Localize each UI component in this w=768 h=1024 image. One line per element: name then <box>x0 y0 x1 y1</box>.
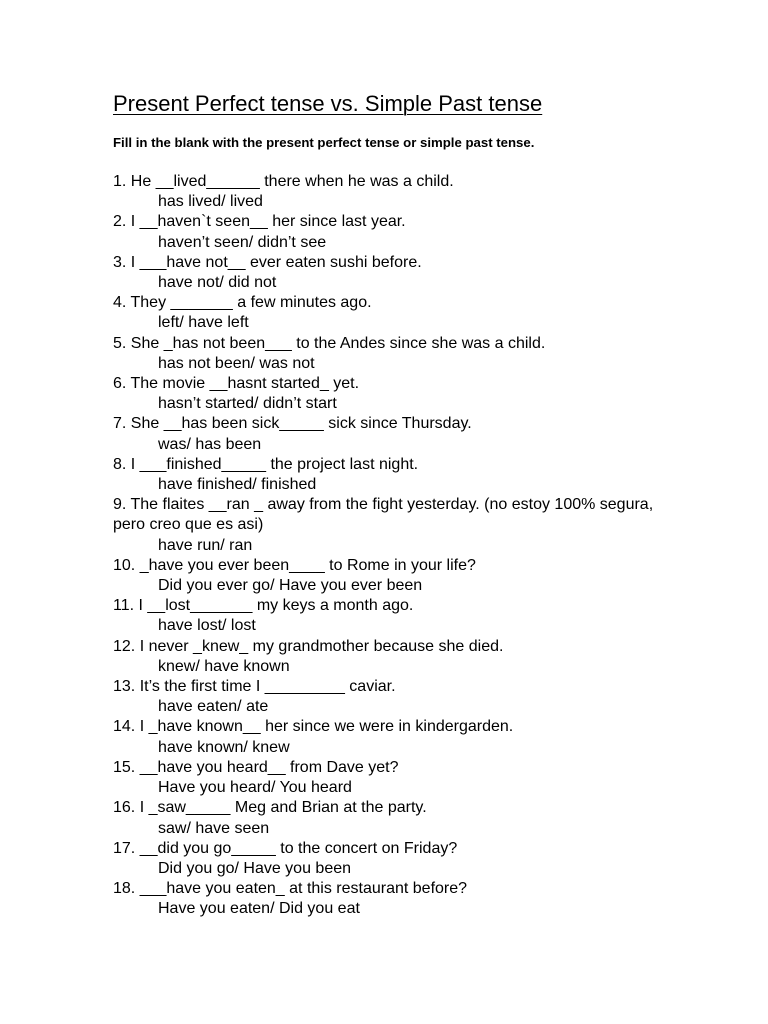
exercise-question: 17. __did you go_____ to the concert on Friday? <box>113 839 458 857</box>
exercise-question: 1. He __lived______ there when he was a child. <box>113 173 454 190</box>
exercise-options: hasn’t started/ didn’t start <box>158 395 337 413</box>
exercise-options: Have you eaten/ Did you eat <box>158 900 360 918</box>
exercise-list <box>113 172 673 920</box>
exercise-item <box>113 596 673 636</box>
page-title: Present Perfect tense vs. Simple Past tense <box>113 91 543 116</box>
exercise-question: 13. It’s the first time I _________ caviar. <box>113 678 396 696</box>
exercise-question: 16. I _saw_____ Meg and Brian at the party. <box>113 799 427 817</box>
exercise-options: has not been/ was not <box>158 354 315 372</box>
exercise-item <box>113 717 673 757</box>
exercise-item <box>113 455 673 495</box>
instructions: Fill in the blank with the present perfect tense or simple past tense. <box>113 135 535 150</box>
exercise-item <box>113 839 673 879</box>
exercise-item <box>113 758 673 798</box>
exercise-question: 15. __have you heard__ from Dave yet? <box>113 758 399 776</box>
exercise-question: 14. I _have known__ her since we were in kindergarden. <box>113 718 514 736</box>
exercise-options: left/ have left <box>158 314 249 332</box>
exercise-question: 6. The movie __hasnt started_ yet. <box>113 375 360 393</box>
exercise-options: haven’t seen/ didn’t see <box>158 233 327 251</box>
exercise-options: Have you heard/ You heard <box>158 779 352 797</box>
exercise-options: was/ has been <box>158 435 262 453</box>
exercise-question: 7. She __has been sick_____ sick since Thursday. <box>113 415 472 433</box>
exercise-options: Did you ever go/ Have you ever been <box>158 577 423 595</box>
exercise-options: have lost/ lost <box>158 617 256 635</box>
exercise-item <box>113 374 673 414</box>
exercise-options: have not/ did not <box>158 274 277 292</box>
exercise-question: 10. _have you ever been____ to Rome in your life? <box>113 556 476 574</box>
exercise-options: have run/ ran <box>158 536 253 554</box>
exercise-options: have known/ knew <box>158 738 290 756</box>
exercise-options: Did you go/ Have you been <box>158 859 352 877</box>
exercise-item <box>113 212 673 252</box>
exercise-question: 5. She _has not been___ to the Andes since she was a child. <box>113 334 546 352</box>
exercise-item <box>113 172 673 212</box>
exercise-item <box>113 253 673 293</box>
exercise-item <box>113 556 673 596</box>
exercise-question: 11. I __lost_______ my keys a month ago. <box>113 597 414 615</box>
exercise-question: 3. I ___have not__ ever eaten sushi before. <box>113 253 422 271</box>
exercise-options: saw/ have seen <box>158 819 270 837</box>
exercise-item <box>113 798 673 838</box>
exercise-question: 12. I never _knew_ my grandmother because she died. <box>113 637 504 655</box>
exercise-item <box>113 334 673 374</box>
exercise-question: 9. The flaites __ran _ away from the fight yesterday. (no estoy 100% segura, pero creo que es asi) <box>113 496 654 534</box>
exercise-item <box>113 414 673 454</box>
exercise-item <box>113 879 673 919</box>
exercise-item <box>113 293 673 333</box>
exercise-item <box>113 677 673 717</box>
exercise-options: knew/ have known <box>158 657 290 675</box>
exercise-question: 2. I __haven`t seen__ her since last year. <box>113 213 406 231</box>
exercise-item <box>113 637 673 677</box>
exercise-question: 4. They _______ a few minutes ago. <box>113 294 372 312</box>
exercise-question: 8. I ___finished_____ the project last night. <box>113 455 419 473</box>
exercise-item <box>113 495 673 556</box>
exercise-options: have finished/ finished <box>158 476 317 494</box>
exercise-options: has lived/ lived <box>158 193 263 211</box>
exercise-question: 18. ___have you eaten_ at this restaurant before? <box>113 880 468 898</box>
exercise-options: have eaten/ ate <box>158 698 269 716</box>
